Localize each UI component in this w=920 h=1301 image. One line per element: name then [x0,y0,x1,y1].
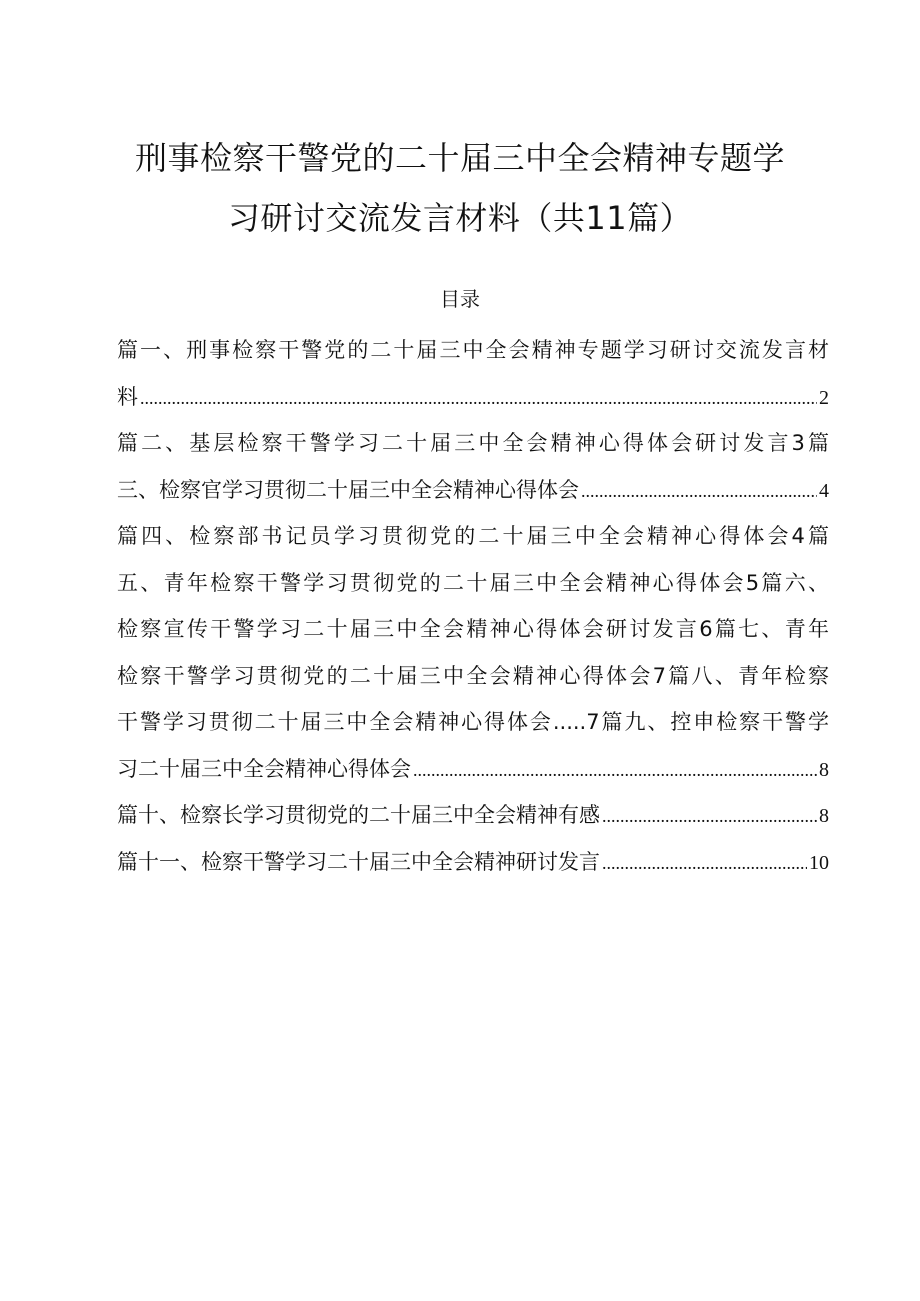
toc-entry[interactable] [117,520,829,567]
document-title-line-2: 习研讨交流发言材料（共11篇） [227,199,693,237]
table-of-contents [117,334,829,892]
toc-leader-dots [140,382,817,414]
toc-leader-dots [413,754,817,786]
toc-entry[interactable] [117,799,829,846]
toc-entry[interactable] [117,567,829,614]
toc-entry-page-number: 2 [819,386,829,409]
toc-leader-dots [581,475,817,507]
toc-entry-text: 三、检察官学习贯彻二十届三中全会精神心得体会 [117,477,579,502]
toc-entry-page-number: 10 [809,851,829,874]
toc-entry-text: 检察宣传干警学习二十届三中全会精神心得体会研讨发言6篇七、青年 [117,617,829,641]
toc-entry[interactable] [117,334,829,381]
toc-entry-page-number: 8 [819,805,829,827]
toc-entry[interactable] [117,427,829,474]
toc-entry[interactable] [117,474,829,521]
toc-heading: 目录 [440,287,480,311]
document-title-line-1: 刑事检察干警党的二十届三中全会精神专题学 [134,139,785,177]
toc-entry[interactable] [117,660,829,707]
toc-entry-text: 篇一、刑事检察干警党的二十届三中全会精神专题学习研讨交流发言材 [117,338,829,362]
toc-entry-page-number: 8 [819,758,829,781]
toc-entry[interactable] [117,381,829,428]
toc-entry-text: 习二十届三中全会精神心得体会 [117,756,411,781]
toc-entry-text: 篇十、检察长学习贯彻党的二十届三中全会精神有感 [117,803,600,827]
toc-entry[interactable] [117,846,829,893]
toc-entry-page-number: 4 [819,479,829,502]
toc-entry-text: 篇四、检察部书记员学习贯彻党的二十届三中全会精神心得体会4篇 [117,524,829,548]
toc-entry-text: 篇二、基层检察干警学习二十届三中全会精神心得体会研讨发言3篇 [117,431,829,455]
toc-entry-text: 篇十一、检察干警学习二十届三中全会精神研讨发言 [117,849,600,874]
toc-entry-text: 干警学习贯彻二十届三中全会精神心得体会.....7篇九、控申检察干警学 [117,710,829,734]
toc-entry[interactable] [117,753,829,800]
toc-entry-text: 料 [117,384,138,409]
toc-entry-text: 五、青年检察干警学习贯彻党的二十届三中全会精神心得体会5篇六、 [117,570,829,595]
toc-entry-text: 检察干警学习贯彻党的二十届三中全会精神心得体会7篇八、青年检察 [117,663,829,688]
toc-entry[interactable] [117,613,829,660]
toc-leader-dots [602,800,817,832]
toc-leader-dots [602,847,807,879]
toc-entry[interactable] [117,706,829,753]
